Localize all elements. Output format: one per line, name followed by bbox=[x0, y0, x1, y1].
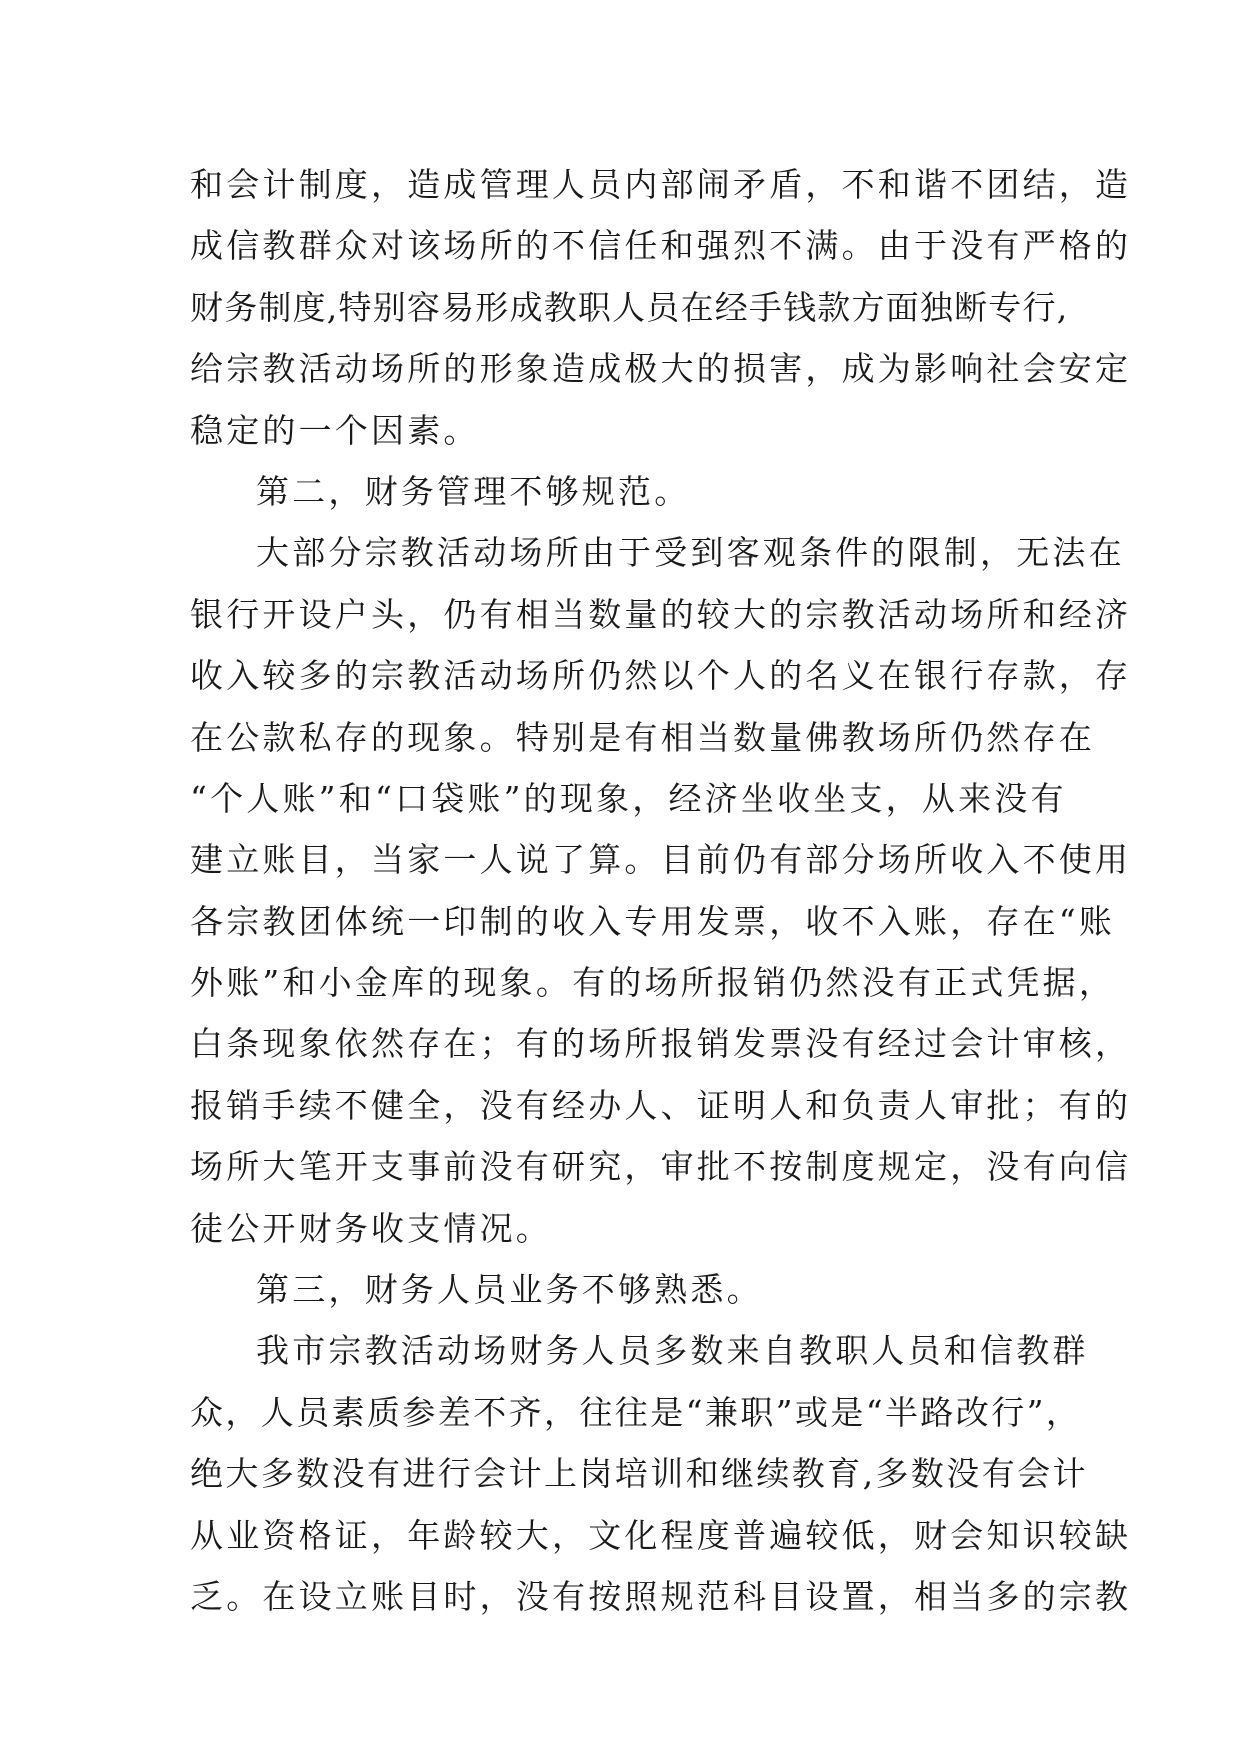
text-line: 外账”和小金库的现象。有的场所报销仍然没有正式凭据， bbox=[190, 963, 1116, 1003]
text-line: 各宗教团体统一印制的收入专用发票，收不入账，存在“账 bbox=[190, 901, 1116, 941]
text-line: 白条现象依然存在；有的场所报销发票没有经过会计审核， bbox=[190, 1024, 1132, 1064]
text-line: 在公款私存的现象。特别是有相当数量佛教场所仍然存在 bbox=[190, 717, 1095, 757]
text-line: 财务制度,特别容易形成教职人员在经手钱款方面独断专行, bbox=[190, 287, 1069, 327]
document-body bbox=[190, 154, 1132, 1627]
text-line: 和会计制度，造成管理人员内部闹矛盾，不和谐不团结，造 bbox=[190, 165, 1132, 204]
section-heading-3: 第三，财务人员业务不够熟悉。 bbox=[256, 1270, 763, 1310]
text-line: 给宗教活动场所的形象造成极大的损害，成为影响社会安定 bbox=[190, 349, 1132, 389]
text-line: 报销手续不健全，没有经办人、证明人和负责人审批；有的 bbox=[190, 1085, 1132, 1125]
text-line: 众，人员素质参差不齐，往往是“兼职”或是“半路改行”， bbox=[190, 1392, 1082, 1432]
text-line: 收入较多的宗教活动场所仍然以个人的名义在银行存款，存 bbox=[190, 656, 1132, 696]
text-line: 大部分宗教活动场所由于受到客观条件的限制，无法在 bbox=[256, 533, 1125, 573]
text-line: 乏。在设立账目时，没有按照规范科目设置，相当多的宗教 bbox=[190, 1576, 1132, 1616]
text-line: 场所大笔开支事前没有研究，审批不按制度规定，没有向信 bbox=[190, 1147, 1132, 1187]
text-line: 绝大多数没有进行会计上岗培训和继续教育,多数没有会计 bbox=[190, 1454, 1088, 1494]
text-line: 从业资格证，年龄较大，文化程度普遍较低，财会知识较缺 bbox=[190, 1515, 1132, 1555]
text-line: 建立账目，当家一人说了算。目前仍有部分场所收入不使用 bbox=[190, 840, 1132, 880]
text-line: 我市宗教活动场财务人员多数来自教职人员和信教群 bbox=[256, 1331, 1089, 1371]
section-heading-2: 第二，财务管理不够规范。 bbox=[256, 471, 691, 511]
text-line: “个人账”和“口袋账”的现象，经济坐收坐支，从来没有 bbox=[190, 778, 1067, 818]
text-line: 银行开设户头，仍有相当数量的较大的宗教活动场所和经济 bbox=[190, 594, 1132, 634]
text-line: 成信教群众对该场所的不信任和强烈不满。由于没有严格的 bbox=[190, 226, 1132, 266]
text-line: 徒公开财务收支情况。 bbox=[190, 1208, 552, 1248]
text-line: 稳定的一个因素。 bbox=[190, 410, 480, 450]
